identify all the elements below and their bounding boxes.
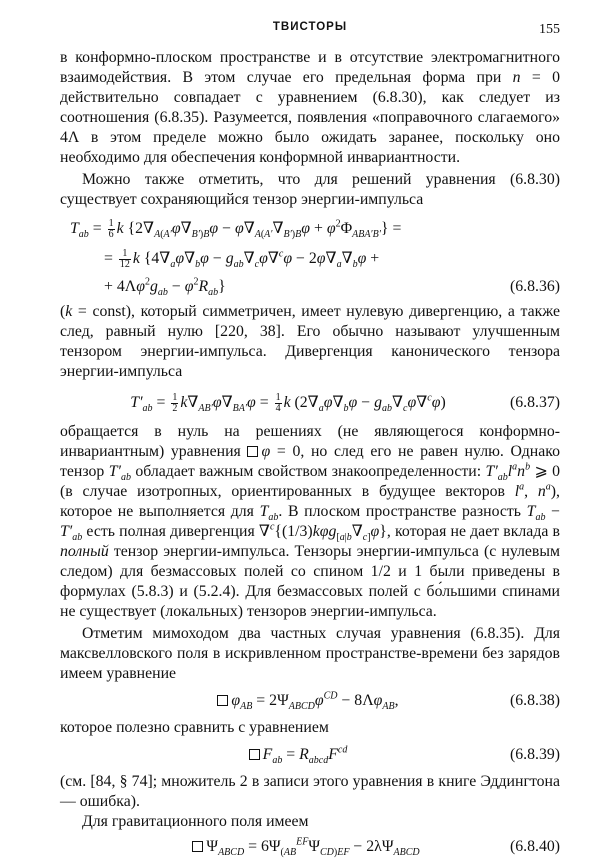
dalembertian-symbol [217,695,228,706]
equation-number: (6.8.36) [509,278,560,295]
page-number: 155 [539,22,560,37]
equation-6-8-40: $\Psi_{ABCD} = 6\Psi_{(AB}^{EF}\Psi_{CD)EF} - 2\lambda\Psi_{ABCD}$ (6.8.40) [60,836,560,858]
paragraph-1: в конформно-плоском пространстве и в отсутствие электромагнитного взаимодействия. В этом случае его предельная форма при n = 0 действительно совпадает с уравнением (6.8.30), как следует из соотношения (6.8.35). Разумеется, появления «поправочного слагаемого» 4Λ в этом пределе можно было ожидать заранее, поскольку оно необходимо для обеспечения конформной инвариантности. [60,49,560,166]
equation-6-8-38: $\varphi_{AB} = 2\Psi_{ABCD}\varphi^{CD} - 8\Lambda\varphi_{AB}$, (6.8.38) [60,690,560,712]
dalembertian-symbol [249,749,260,760]
paragraph-8: Для гравитационного поля имеем [82,813,309,830]
equation-number: (6.8.38) [509,692,560,709]
equation-number: (6.8.40) [509,838,560,855]
equation-6-8-36 [60,218,560,298]
equation-number: (6.8.39) [509,746,560,763]
equation-line: $T_{ab}$ = $\frac{1}{6}$ k $\{2\nabla_{A(A'}\varphi\nabla_{B')B}\varphi - \varphi\nabla_{A(A'}\nabla_{B')B}\varphi + \varphi^2\Phi_{ABA'B'}\}$ = [70,217,402,241]
paragraph-5: Отметим мимоходом два частных случая уравнения (6.8.35). Для максвелловского поля в искривленном пространстве-времени без зарядов имеем уравнение [60,625,560,682]
running-title: ТВИСТОРЫ [272,21,348,33]
paragraph-2: Можно также отметить, что для решений уравнения (6.8.30) существует сохраняющийся тензор энергии-импульса [60,171,560,208]
equation-line: = $\frac{1}{12}$ k {$4\nabla_a\varphi\nabla_b\varphi - g_{ab}\nabla_c\varphi\nabla^c\varphi - 2\varphi\nabla_a\nabla_b\varphi$ + [104,247,380,271]
paragraph-4: обращается в нуль на решениях (не являющегося конформно-инвариантным) уравнения φ = 0, но след его не равен нулю. Однако тензор $T'_{ab}$ обладает важным свойством знакоопределенности: $T'_{ab}l^an^b$ ⩾ 0 (в случае изотропных, ориентированных в будущее векторов $l^a$, $n^a$), которое не выполняется для $T_{ab}$. В плоском пространстве разность $T_{ab} - T'_{ab}$ есть полная дивергенция $\nabla^c\{(1/3)k\varphi g_{[a|b}\nabla_{c]}\varphi\}$, которая не дает вклада в полный тензор энергии-импульса. Тензоры энергии-импульса (с нулевым следом) для безмассовых полей со спином 1/2 и 1 были приведены в формулах (5.8.3) и (5.2.4). Для безмассовых полей с бо́льшими спинами не существует (локальных) тензоров энергии-импульса. [60,423,561,620]
page-header [60,0,560,48]
equation-6-8-39: $F_{ab} = R_{abcd}F^{cd}$ (6.8.39) [60,744,560,766]
dalembertian-symbol [247,446,258,457]
paragraph-7: (см. [84, § 74]; множитель 2 в записи этого уравнения в книге Эддингтона — ошибка). [60,773,560,810]
equation-line: + $4\Lambda\varphi^2g_{ab} - \varphi^2R_{ab}$} (6.8.36) [104,276,560,299]
dalembertian-symbol [192,841,203,852]
paragraph-3: (k = const), который симметричен, имеет нулевую дивергенцию, а также след, равный нулю [220, 38]. Его обычно называют улучшенным тензором энергии-импульса. Дивергенция канонического тензора энергии-импульса [60,303,560,380]
equation-number: (6.8.37) [509,394,560,411]
equation-6-8-37: $T'_{ab}$ = $\frac{1}{2}$ $k\nabla_{AB'}\varphi\nabla_{BA'}\varphi$ = $\frac{1}{4}$ k $(2\nabla_a\varphi\nabla_b\varphi - g_{ab}\nabla_c\varphi\nabla^c\varphi)$ (6.8.37) [130,391,560,415]
paragraph-6: которое полезно сравнить с уравнением [60,719,329,736]
